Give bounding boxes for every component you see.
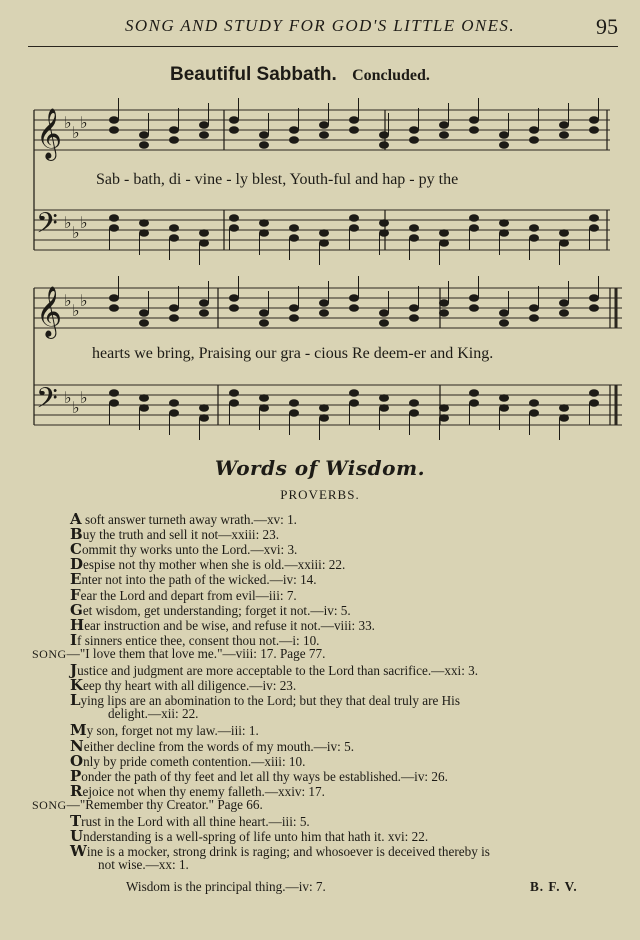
note-head (170, 225, 179, 232)
line-text: ying lips are an abomination to the Lord; but they that deal truly are His (80, 693, 460, 709)
song-title-text: Beautiful Sabbath. (170, 64, 337, 85)
note-head (290, 137, 299, 144)
note-head (200, 230, 209, 237)
note-head (410, 137, 419, 144)
note-head (260, 230, 269, 237)
line-text: ear the Lord and depart from evil—iii: 7. (80, 587, 297, 603)
drop-initial: U (70, 827, 84, 846)
note-head (530, 315, 539, 322)
note-head (290, 235, 299, 242)
note-head (350, 215, 359, 222)
note-head (440, 132, 449, 139)
drop-initial: M (70, 721, 87, 740)
line-text: ommit thy works unto the Lord.—xvi: 3. (81, 542, 298, 558)
note-head (380, 142, 389, 149)
song-reference-line (32, 646, 325, 662)
note-head (200, 132, 209, 139)
note-head (140, 320, 149, 327)
note-head (350, 117, 359, 124)
drop-initial: H (70, 615, 85, 634)
line-text: f sinners entice thee, consent thou not.—i: 10. (77, 632, 320, 648)
note-head (440, 405, 449, 412)
line-text: uy the truth and sell it not—xxiii: 23. (82, 527, 280, 543)
note-head (470, 117, 479, 124)
note-head (500, 220, 509, 227)
flat-sign: ♭ (64, 113, 72, 132)
proverb-line (98, 857, 189, 873)
note-head (560, 132, 569, 139)
note-head (350, 390, 359, 397)
line-text: either decline from the words of my mouth.—iv: 5. (83, 738, 355, 754)
note-head (140, 230, 149, 237)
note-head (260, 405, 269, 412)
drop-initial: J (70, 661, 78, 679)
note-head (140, 405, 149, 412)
note-head (140, 132, 149, 139)
note-head (260, 132, 269, 139)
drop-initial: T (70, 812, 82, 830)
drop-initial: G (70, 600, 83, 619)
note-head (410, 315, 419, 322)
note-head (230, 127, 239, 134)
note-head (170, 137, 179, 144)
drop-initial: D (70, 555, 84, 574)
note-head (110, 305, 119, 312)
drop-initial: P (70, 766, 82, 785)
note-head (320, 122, 329, 129)
note-head (170, 400, 179, 407)
drop-initial: N (70, 736, 84, 755)
note-head (290, 410, 299, 417)
line-text: y son, forget not my law.—iii: 1. (86, 723, 259, 739)
line-text: soft answer turneth away wrath.—xv: 1. (81, 512, 297, 527)
note-head (230, 400, 239, 407)
note-head (380, 230, 389, 237)
section-subtitle: PROVERBS. (280, 487, 360, 502)
note-head (350, 305, 359, 312)
note-head (110, 127, 119, 134)
note-head (560, 230, 569, 237)
note-head (230, 390, 239, 397)
note-head (320, 240, 329, 247)
note-head (470, 400, 479, 407)
drop-initial: W (70, 842, 87, 861)
flat-sign: ♭ (80, 213, 88, 232)
note-head (170, 127, 179, 134)
note-head (560, 415, 569, 422)
line-text: —"Remember thy Creator." Page 66. (66, 796, 263, 812)
drop-initial: F (70, 585, 81, 604)
note-head (380, 395, 389, 402)
note-head (530, 235, 539, 242)
note-head (140, 310, 149, 317)
note-head (170, 235, 179, 242)
note-head (440, 300, 449, 307)
drop-initial: B (70, 525, 83, 544)
author-initials: B. F. V. (530, 879, 578, 894)
note-head (260, 310, 269, 317)
note-head (410, 235, 419, 242)
note-head (470, 295, 479, 302)
line-text: nly by pride cometh contention.—xiii: 10. (83, 753, 306, 769)
note-head (440, 122, 449, 129)
flat-sign: ♭ (72, 123, 80, 142)
line-text: rust in the Lord with all thine heart.—iii: 5. (81, 814, 310, 829)
note-head (110, 295, 119, 302)
note-head (200, 122, 209, 129)
drop-initial: L (70, 691, 81, 710)
note-head (530, 410, 539, 417)
flat-sign: ♭ (64, 291, 72, 310)
note-head (470, 225, 479, 232)
drop-initial: I (70, 630, 78, 649)
note-head (140, 142, 149, 149)
note-head (320, 310, 329, 317)
note-head (140, 395, 149, 402)
proverb-line (108, 706, 198, 722)
note-head (530, 137, 539, 144)
note-head (110, 390, 119, 397)
note-head (590, 305, 599, 312)
lyrics-line-2: hearts we bring, Praising our gra - cious Re deem-er and King. (92, 345, 494, 362)
note-head (470, 127, 479, 134)
note-head (200, 300, 209, 307)
line-text: not wise.—xx: 1. (98, 857, 189, 873)
drop-initial: E (70, 570, 82, 589)
note-head (230, 117, 239, 124)
line-text: ine is a mocker, strong drink is raging; and whosoever is deceived thereby is (86, 844, 490, 860)
note-head (590, 295, 599, 302)
line-text: —"I love them that love me."—viii: 17. Page 77. (66, 645, 326, 661)
treble-clef: 𝄞 (36, 108, 63, 159)
note-head (590, 127, 599, 134)
note-head (500, 310, 509, 317)
line-text: ustice and judgment are more acceptable to the Lord than sacrifice.—xxi: 3. (77, 663, 479, 678)
note-head (320, 300, 329, 307)
note-head (590, 225, 599, 232)
note-head (530, 305, 539, 312)
note-head (470, 305, 479, 312)
note-head (110, 225, 119, 232)
note-head (320, 230, 329, 237)
note-head (530, 400, 539, 407)
note-head (500, 132, 509, 139)
song-title-concluded: Concluded. (352, 67, 430, 84)
drop-initial: K (70, 676, 84, 695)
note-head (590, 400, 599, 407)
note-head (560, 300, 569, 307)
drop-initial: R (70, 781, 83, 800)
note-head (590, 390, 599, 397)
note-head (230, 305, 239, 312)
line-text: onder the path of thy feet and let all thy ways be established.—iv: 26. (81, 768, 448, 784)
note-head (470, 215, 479, 222)
line-text: eep thy heart with all diligence.—iv: 23. (83, 678, 297, 694)
note-head (110, 117, 119, 124)
bass-clef: 𝄢 (36, 207, 58, 247)
note-head (410, 225, 419, 232)
note-head (440, 230, 449, 237)
note-head (200, 405, 209, 412)
note-head (260, 320, 269, 327)
note-head (500, 320, 509, 327)
note-head (380, 320, 389, 327)
lyrics-line-1: Sab - bath, di - vine - ly blest, Youth-ful and hap - py the (96, 171, 459, 188)
note-head (560, 310, 569, 317)
note-head (410, 400, 419, 407)
note-head (230, 225, 239, 232)
note-head (350, 127, 359, 134)
drop-initial: O (70, 751, 84, 770)
flat-sign: ♭ (80, 291, 88, 310)
song-reference-line (32, 797, 263, 813)
note-head (200, 415, 209, 422)
note-head (200, 310, 209, 317)
note-head (380, 405, 389, 412)
flat-sign: ♭ (64, 388, 72, 407)
note-head (440, 310, 449, 317)
note-head (350, 295, 359, 302)
section-title: Words of Wisdom. (214, 456, 426, 480)
line-text: nderstanding is a well-spring of life unto him that hath it. xvi: 22. (83, 829, 429, 845)
note-head (380, 310, 389, 317)
note-head (320, 405, 329, 412)
note-head (260, 220, 269, 227)
note-head (440, 415, 449, 422)
note-head (290, 315, 299, 322)
note-head (500, 230, 509, 237)
note-head (290, 127, 299, 134)
note-head (290, 400, 299, 407)
note-head (470, 390, 479, 397)
drop-initial: A (70, 510, 82, 528)
note-head (500, 405, 509, 412)
song-tag: SONG (32, 646, 67, 661)
note-head (230, 295, 239, 302)
note-head (590, 117, 599, 124)
music-score (0, 0, 640, 440)
flat-sign: ♭ (72, 223, 80, 242)
note-head (350, 225, 359, 232)
note-head (500, 395, 509, 402)
line-text: delight.—xii: 22. (108, 706, 199, 722)
treble-clef: 𝄞 (36, 286, 63, 337)
page-number: 95 (596, 14, 618, 39)
note-head (110, 215, 119, 222)
drop-initial: C (70, 540, 82, 559)
note-head (500, 142, 509, 149)
line-text: ear instruction and be wise, and refuse it not.—viii: 33. (84, 617, 375, 633)
line-text: et wisdom, get understanding; forget it not.—iv: 5. (82, 602, 351, 618)
note-head (410, 127, 419, 134)
line-text: espise not thy mother when she is old.—xxiii: 22. (83, 557, 346, 573)
note-head (230, 215, 239, 222)
note-head (260, 142, 269, 149)
note-head (350, 400, 359, 407)
running-title: SONG AND STUDY FOR GOD'S LITTLE ONES. (125, 16, 515, 35)
note-head (380, 132, 389, 139)
note-head (290, 305, 299, 312)
song-tag: SONG (32, 797, 67, 812)
flat-sign: ♭ (80, 388, 88, 407)
note-head (590, 215, 599, 222)
note-head (170, 410, 179, 417)
note-head (380, 220, 389, 227)
flat-sign: ♭ (64, 213, 72, 232)
note-head (140, 220, 149, 227)
note-head (440, 240, 449, 247)
note-head (260, 395, 269, 402)
note-head (560, 405, 569, 412)
line-text: ejoice not when thy enemy falleth.—xxiv: 17. (82, 783, 325, 799)
note-head (410, 410, 419, 417)
note-head (170, 315, 179, 322)
note-head (560, 122, 569, 129)
note-head (170, 305, 179, 312)
note-head (110, 400, 119, 407)
closing-line: Wisdom is the principal thing.—iv: 7. (126, 879, 326, 894)
note-head (320, 415, 329, 422)
note-head (320, 132, 329, 139)
note-head (410, 305, 419, 312)
flat-sign: ♭ (80, 113, 88, 132)
note-head (560, 240, 569, 247)
note-head (530, 127, 539, 134)
note-head (530, 225, 539, 232)
flat-sign: ♭ (72, 301, 80, 320)
flat-sign: ♭ (72, 398, 80, 417)
bass-clef: 𝄢 (36, 382, 58, 422)
line-text: nter not into the path of the wicked.—iv: 14. (81, 572, 317, 588)
note-head (290, 225, 299, 232)
note-head (200, 240, 209, 247)
